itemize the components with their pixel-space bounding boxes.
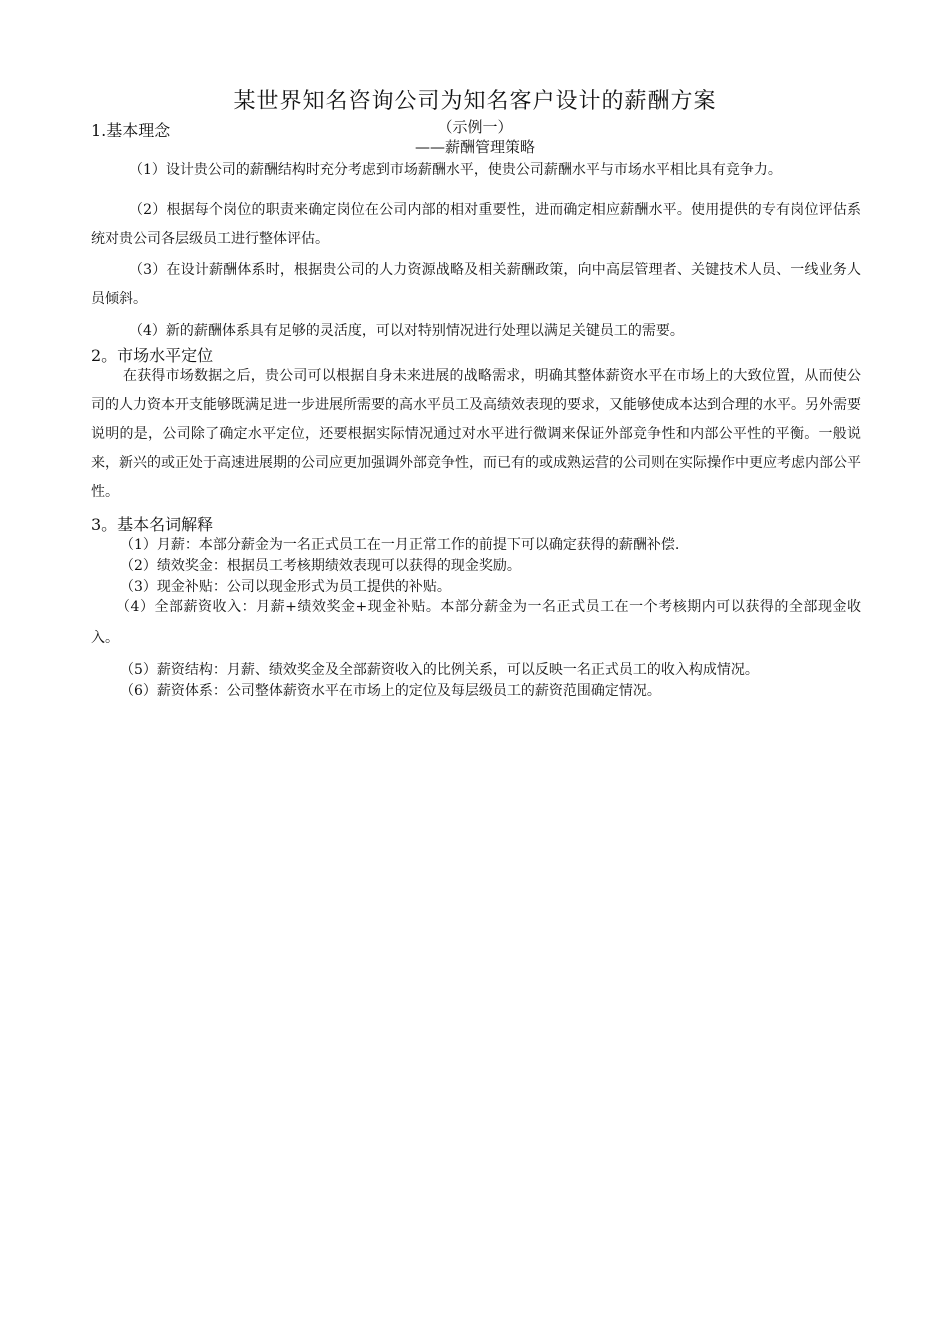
- term-6: （6）薪资体系：公司整体薪资水平在市场上的定位及每层级员工的薪资范围确定情况。: [120, 683, 661, 699]
- section-2-heading: 2。市场水平定位: [91, 346, 214, 365]
- section-1-heading: 1.基本理念: [91, 121, 171, 140]
- document-subtitle: （示例一）: [437, 118, 513, 136]
- section-1-paragraph-2: （2）根据每个岗位的职责来确定岗位在公司内部的相对重要性，进而确定相应薪酬水平。使用提供的专有岗位评估系统对贵公司各层级员工进行整体评估。: [91, 202, 861, 247]
- section-2-paragraph-1: 在获得市场数据之后，贵公司可以根据自身未来进展的战略需求，明确其整体薪资水平在市场上的大致位置，从而使公司的人力资本开支能够既满足进一步进展所需要的高水平员工及高绩效表现的要求，又能够使成本达到合理的水平。另外需要说明的是，公司除了确定水平定位，还要根据实际情况通过对水平进行微调来保证外部竞争性和内部公平性的平衡。一般说来，新兴的或正处于高速进展期的公司应更加强调外部竞争性，而已有的或成熟运营的公司则在实际操作中更应考虑内部公平性。: [91, 368, 861, 500]
- term-5: （5）薪资结构：月薪、绩效奖金及全部薪资收入的比例关系，可以反映一名正式员工的收入构成情况。: [120, 662, 759, 678]
- section-1-paragraph-3: （3）在设计薪酬体系时，根据贵公司的人力资源战略及相关薪酬政策，向中高层管理者、关键技术人员、一线业务人员倾斜。: [91, 262, 861, 307]
- term-4: （4）全部薪资收入：月薪+绩效奖金+现金补贴。本部分薪金为一名正式员工在一个考核期内可以获得的全部现金收入。: [91, 599, 861, 646]
- term-2: （2）绩效奖金：根据员工考核期绩效表现可以获得的现金奖励。: [120, 558, 521, 574]
- term-3: （3）现金补贴：公司以现金形式为员工提供的补贴。: [120, 579, 451, 595]
- section-1-paragraph-4: （4）新的薪酬体系具有足够的灵活度，可以对特别情况进行处理以满足关键员工的需要。: [129, 323, 684, 339]
- document-subtitle-2: ——薪酬管理策略: [414, 138, 535, 156]
- document-title: 某世界知名咨询公司为知名客户设计的薪酬方案: [233, 89, 717, 114]
- term-1: （1）月薪：本部分薪金为一名正式员工在一月正常工作的前提下可以确定获得的薪酬补偿.: [120, 537, 680, 553]
- section-3-heading: 3。基本名词解释: [91, 515, 214, 534]
- section-1-paragraph-1: （1）设计贵公司的薪酬结构时充分考虑到市场薪酬水平，使贵公司薪酬水平与市场水平相比具有竞争力。: [129, 162, 782, 178]
